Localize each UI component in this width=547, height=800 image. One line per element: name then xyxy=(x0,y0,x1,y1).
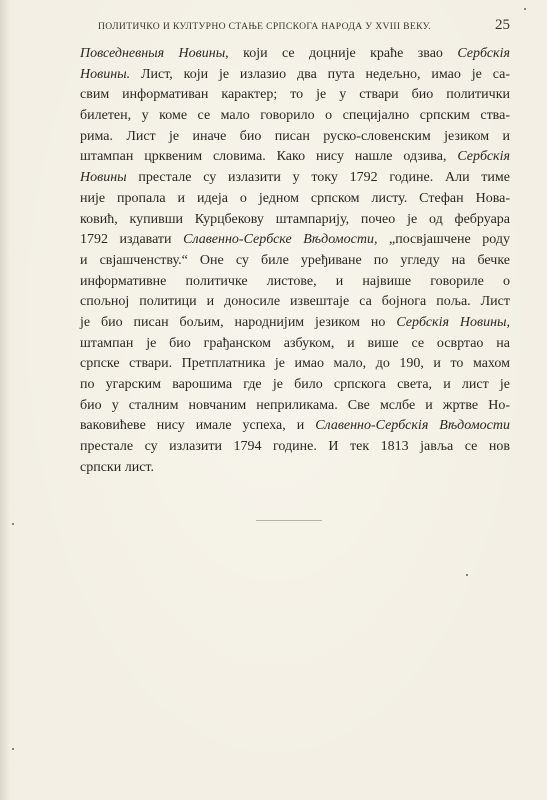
print-speck xyxy=(12,748,14,750)
text-run: српски лист. xyxy=(80,459,154,475)
text-line xyxy=(80,106,510,127)
italic-title: Повседневныя Новины, xyxy=(80,46,229,61)
text-run: је био писан бољим, народнијим језиком но xyxy=(80,314,397,330)
text-run: Лист, који је излазио два пута недељно, имао је са- xyxy=(130,66,510,82)
text-line xyxy=(80,230,510,251)
text-run: престале су излазити у току 1792 године. Али тиме xyxy=(126,170,510,186)
italic-title: Новины xyxy=(80,170,127,186)
text-run: 1792 издавати xyxy=(80,232,184,248)
print-speck xyxy=(466,574,468,576)
print-speck xyxy=(12,523,14,525)
italic-title: Сербскія Новины, xyxy=(396,314,510,330)
text-line xyxy=(80,168,510,189)
text-run: који се доцније краће звао xyxy=(228,46,458,61)
page-header xyxy=(98,17,510,37)
italic-title: Сербскія xyxy=(457,46,510,61)
italic-title: Славенно-Сербске Вѣдомости, xyxy=(183,232,378,248)
text-run: штампан је био грађанском азбуком, и више се освртао на xyxy=(80,335,510,351)
text-line xyxy=(80,44,510,65)
text-line xyxy=(80,375,510,396)
text-line xyxy=(80,189,510,210)
text-run: био у сталним новчаним неприликама. Све мслбе и жртве Но- xyxy=(80,397,510,413)
text-run: није пропала и идеја о једном српском листу. Стефан Нова- xyxy=(80,190,510,206)
section-divider xyxy=(256,520,322,521)
text-line xyxy=(80,458,510,479)
text-run: и свјашченству.“ Оне су биле уређиване по угледу на бечке xyxy=(80,252,510,268)
text-line xyxy=(80,127,510,148)
text-line xyxy=(80,396,510,417)
text-run: ковић, купивши Курцбекову штампарију, почео је од фебруара xyxy=(80,211,510,227)
text-line xyxy=(80,85,510,106)
text-run: спољној политици и доносиле извештаје са бојнога поља. Лист xyxy=(80,294,510,310)
text-line xyxy=(80,416,510,437)
text-line xyxy=(80,272,510,293)
text-line xyxy=(80,334,510,355)
text-line xyxy=(80,251,510,272)
running-head: ПОЛИТИЧКО И КУЛТУРНО СТАЊЕ СРПСКОГА НАРОДА У XVIII ВЕКУ. xyxy=(98,21,431,32)
text-line xyxy=(80,147,510,168)
text-run: билетен, у коме се мало говорило о специјално српским ства- xyxy=(80,108,510,124)
text-run: престале су излазити 1794 године. И тек 1813 јавља се нов xyxy=(80,439,510,455)
italic-title: Сербскія xyxy=(457,149,510,165)
text-line xyxy=(80,437,510,458)
italic-title: Славенно-Сербскія Вѣдомости xyxy=(315,418,510,434)
text-run: информативне политичке листове, и највише говориле о xyxy=(80,273,510,289)
text-run: ваковићеве нису имале успеха, и xyxy=(80,418,316,434)
page-number: 25 xyxy=(495,17,510,33)
text-run: свим информативан карактер; то је у ствари био политички xyxy=(80,87,510,103)
text-run: штампан црквеним словима. Како нису нашле одзива, xyxy=(80,149,458,165)
text-line xyxy=(80,313,510,334)
italic-title: Новины. xyxy=(80,66,131,82)
text-line xyxy=(80,210,510,231)
text-run: по угарским варошима где је било српскога света, и лист је xyxy=(80,377,510,392)
body-paragraph xyxy=(80,44,510,478)
print-speck xyxy=(524,8,526,10)
text-run: рима. Лист је иначе био писан руско-словенским језиком и xyxy=(80,128,510,144)
text-line xyxy=(80,65,510,86)
text-run: „посвјашчене роду xyxy=(377,232,510,248)
page-gutter-shadow xyxy=(0,0,10,800)
text-run: српске ствари. Претплатника је имао мало, до 190, и то махом xyxy=(80,356,510,372)
text-line xyxy=(80,354,510,375)
text-line xyxy=(80,292,510,313)
